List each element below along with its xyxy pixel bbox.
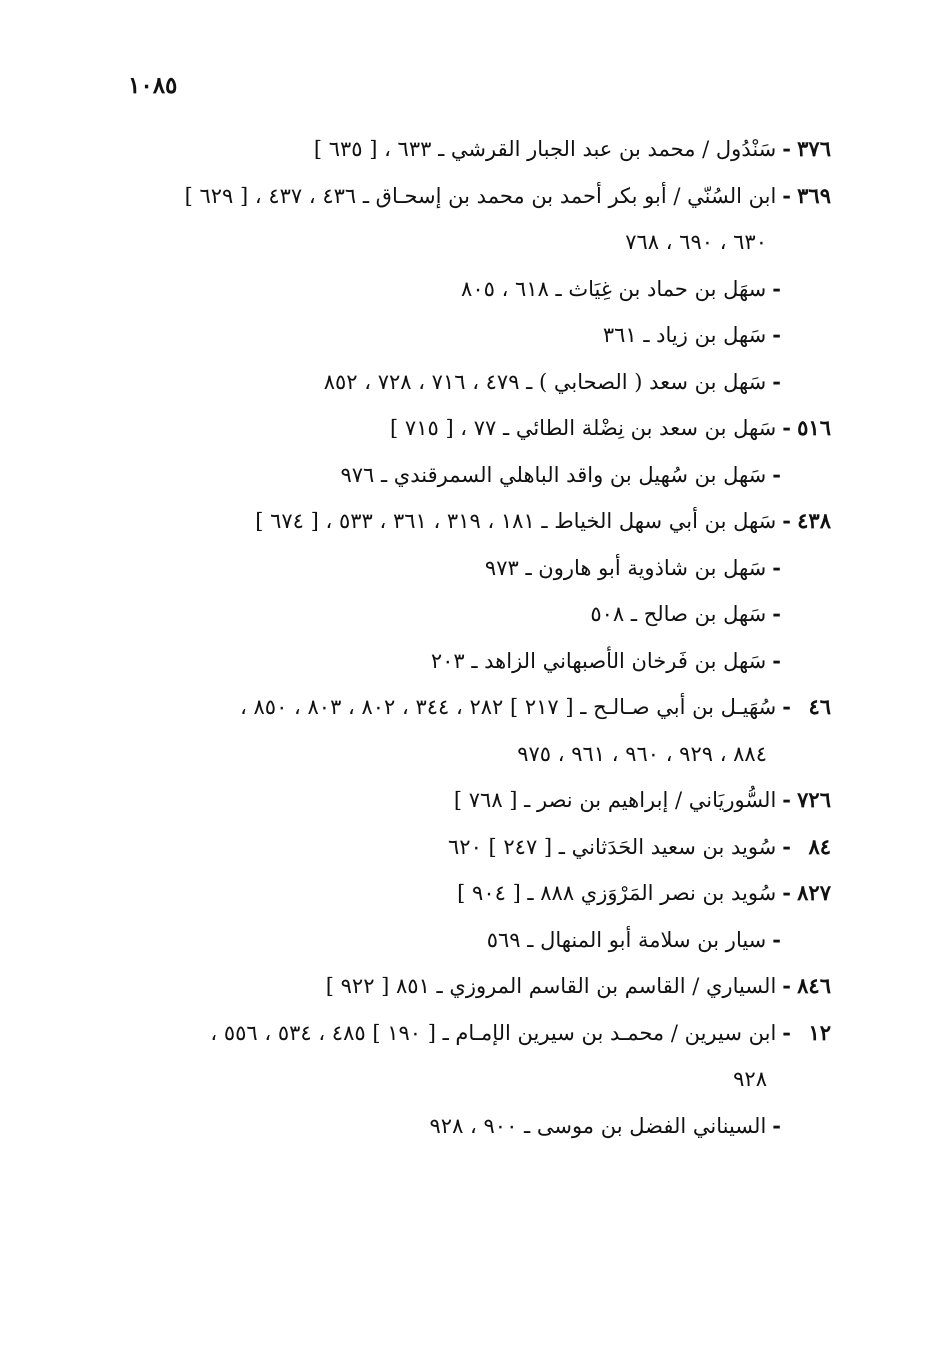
entry-dash: - bbox=[782, 833, 791, 859]
entry-text: سَهل بن فَرخان الأصبهاني الزاهد ـ ٢٠٣ bbox=[430, 648, 767, 673]
index-entry bbox=[131, 591, 831, 638]
entry-number: ٣٧٦ bbox=[797, 136, 831, 161]
entry-text: ابن سيرين / محمـد بن سيرين الإمـام ـ [ ١٩٠ ] ٤٨٥ ، ٥٣٤ ، ٥٥٦ ، bbox=[210, 1020, 777, 1045]
entry-text: السُّوريَاني / إبراهيم بن نصر ـ [ ٧٦٨ ] bbox=[453, 788, 777, 812]
entry-text: سَهل بن صالح ـ ٥٠٨ bbox=[590, 602, 767, 626]
entry-text: سَهل بن أبي سهل الخياط ـ ١٨١ ، ٣١٩ ، ٣٦١ ، ٥٣٣ ، [ ٦٧٤ ] bbox=[255, 509, 777, 533]
entry-dash: - bbox=[782, 1019, 791, 1045]
index-entry bbox=[131, 452, 831, 499]
index-entry bbox=[131, 266, 831, 313]
index-entry bbox=[131, 545, 831, 592]
entry-text: سَهل بن زياد ـ ٣٦١ bbox=[602, 323, 767, 347]
index-entry bbox=[131, 126, 831, 173]
entry-number: ٨٤٦ bbox=[797, 973, 831, 998]
entry-number: ٧٢٦ bbox=[797, 787, 831, 812]
entry-text: سُهَيـل بن أبي صـالـح ـ [ ٢١٧ ] ٢٨٢ ، ٣٤٤ ، ٨٠٢ ، ٨٠٣ ، ٨٥٠ ، bbox=[240, 695, 777, 719]
entry-number: ٤٣٨ bbox=[797, 508, 831, 533]
entry-dash: - bbox=[772, 322, 781, 347]
index-entry bbox=[131, 638, 831, 685]
entry-text: ٨٨٤ ، ٩٢٩ ، ٩٦٠ ، ٩٦١ ، ٩٧٥ bbox=[517, 741, 767, 766]
index-entry-continuation bbox=[131, 219, 831, 266]
entry-number: ٨٢٧ bbox=[797, 880, 831, 905]
entry-dash: - bbox=[772, 368, 781, 394]
index-entry-continuation bbox=[131, 1056, 831, 1103]
entry-dash: - bbox=[772, 275, 781, 301]
index-entry bbox=[131, 777, 831, 824]
entry-text: سَهل بن سعد ( الصحابي ) ـ ٤٧٩ ، ٧١٦ ، ٧٢٨ ، ٨٥٢ bbox=[323, 369, 767, 394]
index-entries bbox=[131, 126, 831, 1149]
entry-text: سيار بن سلامة أبو المنهال ـ ٥٦٩ bbox=[486, 927, 767, 952]
index-entry-continuation bbox=[131, 731, 831, 778]
entry-dash: - bbox=[782, 694, 791, 719]
entry-dash: - bbox=[782, 415, 791, 440]
entry-dash: - bbox=[772, 926, 781, 952]
entry-dash: - bbox=[772, 647, 781, 673]
entry-text: ٦٣٠ ، ٦٩٠ ، ٧٦٨ bbox=[625, 230, 767, 254]
index-entry bbox=[131, 359, 831, 406]
index-entry bbox=[131, 917, 831, 964]
index-entry bbox=[131, 963, 831, 1010]
entry-dash: - bbox=[772, 1112, 781, 1138]
index-entry bbox=[131, 173, 831, 220]
entry-text: ٩٢٨ bbox=[733, 1067, 767, 1091]
index-entry bbox=[131, 405, 831, 452]
entry-dash: - bbox=[772, 601, 781, 626]
entry-text: ابن السُنّي / أبو بكر أحمد بن محمد بن إسحـاق ـ ٤٣٦ ، ٤٣٧ ، [ ٦٢٩ ] bbox=[184, 183, 777, 208]
entry-text: سَنْدُول / محمد بن عبد الجبار القرشي ـ ٦٣٣ ، [ ٦٣٥ ] bbox=[313, 137, 777, 161]
entry-dash: - bbox=[772, 461, 781, 487]
index-entry bbox=[131, 1010, 831, 1057]
entry-text: سُويد بن نصر المَرْوَزي ٨٨٨ ـ [ ٩٠٤ ] bbox=[457, 881, 777, 905]
entry-dash: - bbox=[782, 508, 791, 533]
index-entry bbox=[131, 498, 831, 545]
entry-number: ٥١٦ bbox=[797, 415, 831, 440]
entry-text: السيناني الفضل بن موسى ـ ٩٠٠ ، ٩٢٨ bbox=[429, 1113, 767, 1138]
index-entry bbox=[131, 870, 831, 917]
entry-text: سهَل بن حماد بن غِيَاث ـ ٦١٨ ، ٨٠٥ bbox=[461, 276, 767, 301]
entry-dash: - bbox=[782, 787, 791, 812]
index-entry bbox=[131, 312, 831, 359]
page-number: ١٠٨٥ bbox=[128, 72, 178, 99]
entry-number: ٣٦٩ bbox=[797, 182, 831, 208]
index-entry bbox=[131, 1103, 831, 1150]
entry-dash: - bbox=[782, 182, 791, 208]
entry-dash: - bbox=[782, 973, 791, 998]
entry-number: ٤٦ bbox=[808, 694, 831, 719]
entry-text: سَهل بن شاذوية أبو هارون ـ ٩٧٣ bbox=[484, 555, 767, 580]
entry-dash: - bbox=[782, 136, 791, 161]
entry-text: سُويد بن سعيد الحَدَثاني ـ [ ٢٤٧ ] ٦٢٠ bbox=[448, 834, 777, 859]
index-entry bbox=[131, 824, 831, 871]
entry-text: السياري / القاسم بن القاسم المروزي ـ ٨٥١ [ ٩٢٢ ] bbox=[325, 974, 777, 998]
entry-text: سَهل بن سعد بن نِضْلة الطائي ـ ٧٧ ، [ ٧١٥ ] bbox=[390, 416, 777, 440]
entry-dash: - bbox=[772, 554, 781, 580]
index-entry bbox=[131, 684, 831, 731]
entry-number: ١٢ bbox=[808, 1019, 831, 1045]
entry-text: سَهل بن سُهيل بن واقد الباهلي السمرقندي ـ ٩٧٦ bbox=[340, 462, 767, 487]
entry-dash: - bbox=[782, 880, 791, 905]
entry-number: ٨٤ bbox=[808, 833, 831, 859]
